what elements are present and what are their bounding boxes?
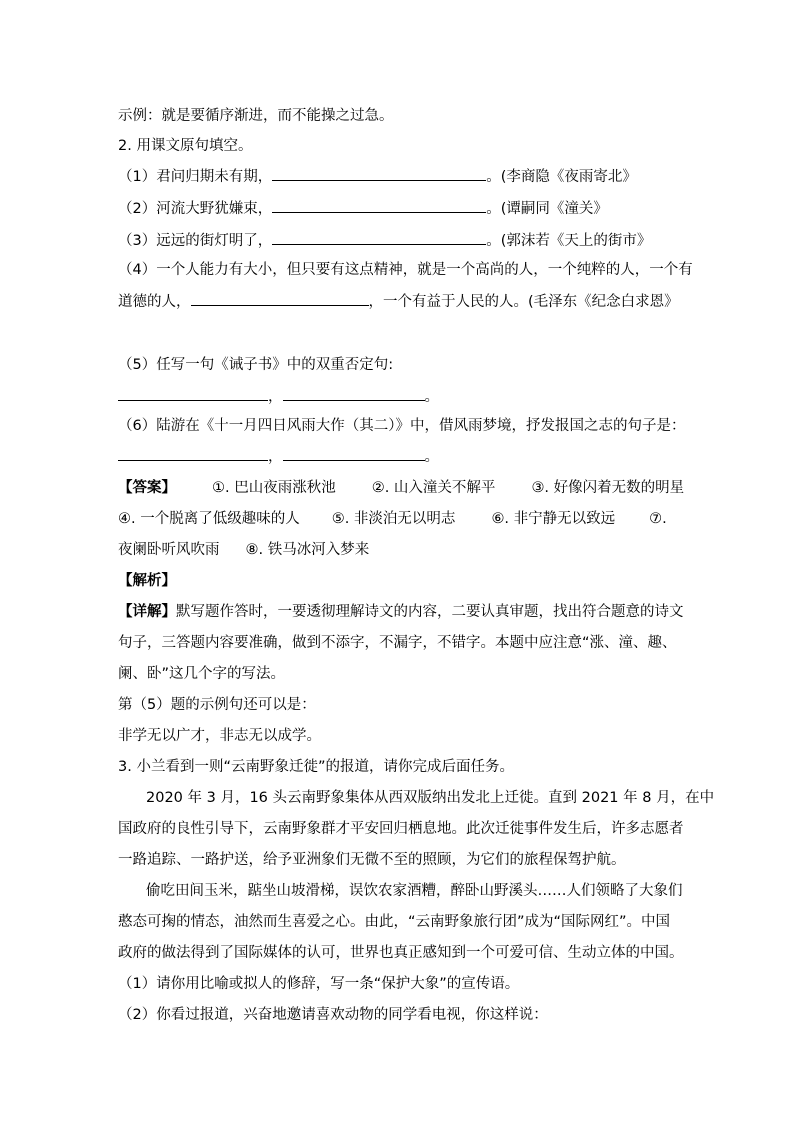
question-2-item-6-blanks <box>118 446 439 467</box>
answer-7-continued: 夜阑卧听风吹雨 <box>118 542 220 558</box>
q3-paragraph-1-line-3: 一路追踪、一路护送，给予亚洲象们无微不至的照顾，为它们的旅程保驾护航。 <box>118 852 626 868</box>
question-2-item-2 <box>118 198 608 219</box>
q3-paragraph-2-line-2: 憨态可掬的情态，油然而生喜爱之心。由此，“云南野象旅行团”成为“国际网红”。中国 <box>118 914 671 930</box>
question-2-item-4-line-2 <box>118 291 679 312</box>
q3-paragraph-2-line-1: 偷吃田间玉米，踮坐山坡滑梯，误饮农家酒糟，醉卧山野溪头……人们领略了大象们 <box>146 883 683 899</box>
item-6-answer-blank-1[interactable] <box>118 446 268 461</box>
example-sentence: 示例：就是要循序渐进，而不能操之过急。 <box>118 108 394 124</box>
item-6-answer-blank-2[interactable] <box>283 446 425 461</box>
question-2-title: 2. 用课文原句填空。 <box>118 138 253 154</box>
analysis-extra-line-1: 第（5）题的示例句还可以是： <box>118 697 316 713</box>
item-4-prefix: 道德的人， <box>118 294 191 310</box>
item-3-prefix: （3）远远的街灯明了， <box>118 233 273 249</box>
comma: ， <box>268 449 283 465</box>
analysis-detail-line-2: 句子，三答题内容要准确，做到不添字，不漏字，不错字。本题中应注意“涨、潼、趣、 <box>118 635 677 651</box>
item-4-suffix: ，一个有益于人民的人。(毛泽东《纪念白求恩》 <box>368 294 679 310</box>
answer-5: ⑤. 非淡泊无以明志 <box>331 511 456 527</box>
period: 。 <box>424 389 439 405</box>
detail-text-1: 默写题作答时，一要透彻理解诗文的内容，二要认真审题，找出符合题意的诗文 <box>176 604 684 620</box>
question-3-task-1: （1）请你用比喻或拟人的修辞，写一条“保护大象”的宣传语。 <box>118 976 520 992</box>
item-2-prefix: （2）河流大野犹嫌束， <box>118 201 273 217</box>
answer-1: ①. 巴山夜雨涨秋池 <box>212 480 336 496</box>
analysis-detail-line-1 <box>118 602 684 622</box>
q3-paragraph-1-line-2: 国政府的良性引导下，云南野象群才平安回归栖息地。此次迁徙事件发生后，许多志愿者 <box>118 821 684 837</box>
analysis-extra-line-2: 非学无以广才，非志无以成学。 <box>118 728 321 744</box>
item-1-answer-blank[interactable] <box>272 166 486 181</box>
item-1-prefix: （1）君问归期未有期， <box>118 169 273 185</box>
comma: ， <box>268 389 283 405</box>
item-5-answer-blank-2[interactable] <box>283 386 425 401</box>
item-3-answer-blank[interactable] <box>272 230 486 245</box>
answer-line-3 <box>118 540 369 560</box>
item-2-answer-blank[interactable] <box>272 198 486 213</box>
analysis-detail-line-3: 阑、卧”这几个字的写法。 <box>118 666 286 682</box>
detail-label: 【详解】 <box>118 604 176 620</box>
answer-7: ⑦. <box>649 511 667 527</box>
answer-label: 【答案】 <box>118 480 176 496</box>
answer-8: ⑧. 铁马冰河入梦来 <box>245 542 370 558</box>
question-2-item-1 <box>118 166 637 187</box>
q3-paragraph-1-line-1: 2020 年 3 月，16 头云南野象集体从西双版纳出发北上迁徙。直到 2021 年 8 月，在中 <box>146 790 715 806</box>
q3-paragraph-2-line-3: 政府的做法得到了国际媒体的认可，世界也真正感知到一个可爱可信、生动立体的中国。 <box>118 945 684 961</box>
answer-3: ③. 好像闪着无数的明星 <box>531 480 685 496</box>
answer-4: ④. 一个脱离了低级趣味的人 <box>118 511 300 527</box>
item-3-suffix: 。(郭沫若《天上的街市》 <box>486 233 652 249</box>
question-3-task-2: （2）你看过报道，兴奋地邀请喜欢动物的同学看电视，你这样说： <box>118 1007 548 1023</box>
answer-line-2 <box>118 509 667 529</box>
question-3-title: 3. 小兰看到一则“云南野象迁徙”的报道，请你完成后面任务。 <box>118 759 514 775</box>
period: 。 <box>424 449 439 465</box>
item-4-answer-blank[interactable] <box>191 291 369 306</box>
question-2-item-5: （5）任写一句《诫子书》中的双重否定句: <box>118 357 394 373</box>
answer-6: ⑥. 非宁静无以致远 <box>491 511 616 527</box>
question-2-item-5-blanks <box>118 386 439 407</box>
analysis-label: 【解析】 <box>118 573 176 589</box>
item-5-answer-blank-1[interactable] <box>118 386 268 401</box>
question-2-item-6: （6）陆游在《十一月四日风雨大作（其二）》中，借风雨梦境，抒发报国之志的句子是： <box>118 418 686 434</box>
item-2-suffix: 。(谭嗣同《潼关》 <box>486 201 608 217</box>
answer-2: ②. 山入潼关不解平 <box>371 480 496 496</box>
question-2-item-3 <box>118 230 651 251</box>
question-2-item-4-line-1: （4）一个人能力有大小，但只要有这点精神，就是一个高尚的人，一个纯粹的人，一个有 <box>118 262 693 278</box>
answer-line-1 <box>118 478 684 498</box>
item-1-suffix: 。(李商隐《夜雨寄北》 <box>486 169 637 185</box>
